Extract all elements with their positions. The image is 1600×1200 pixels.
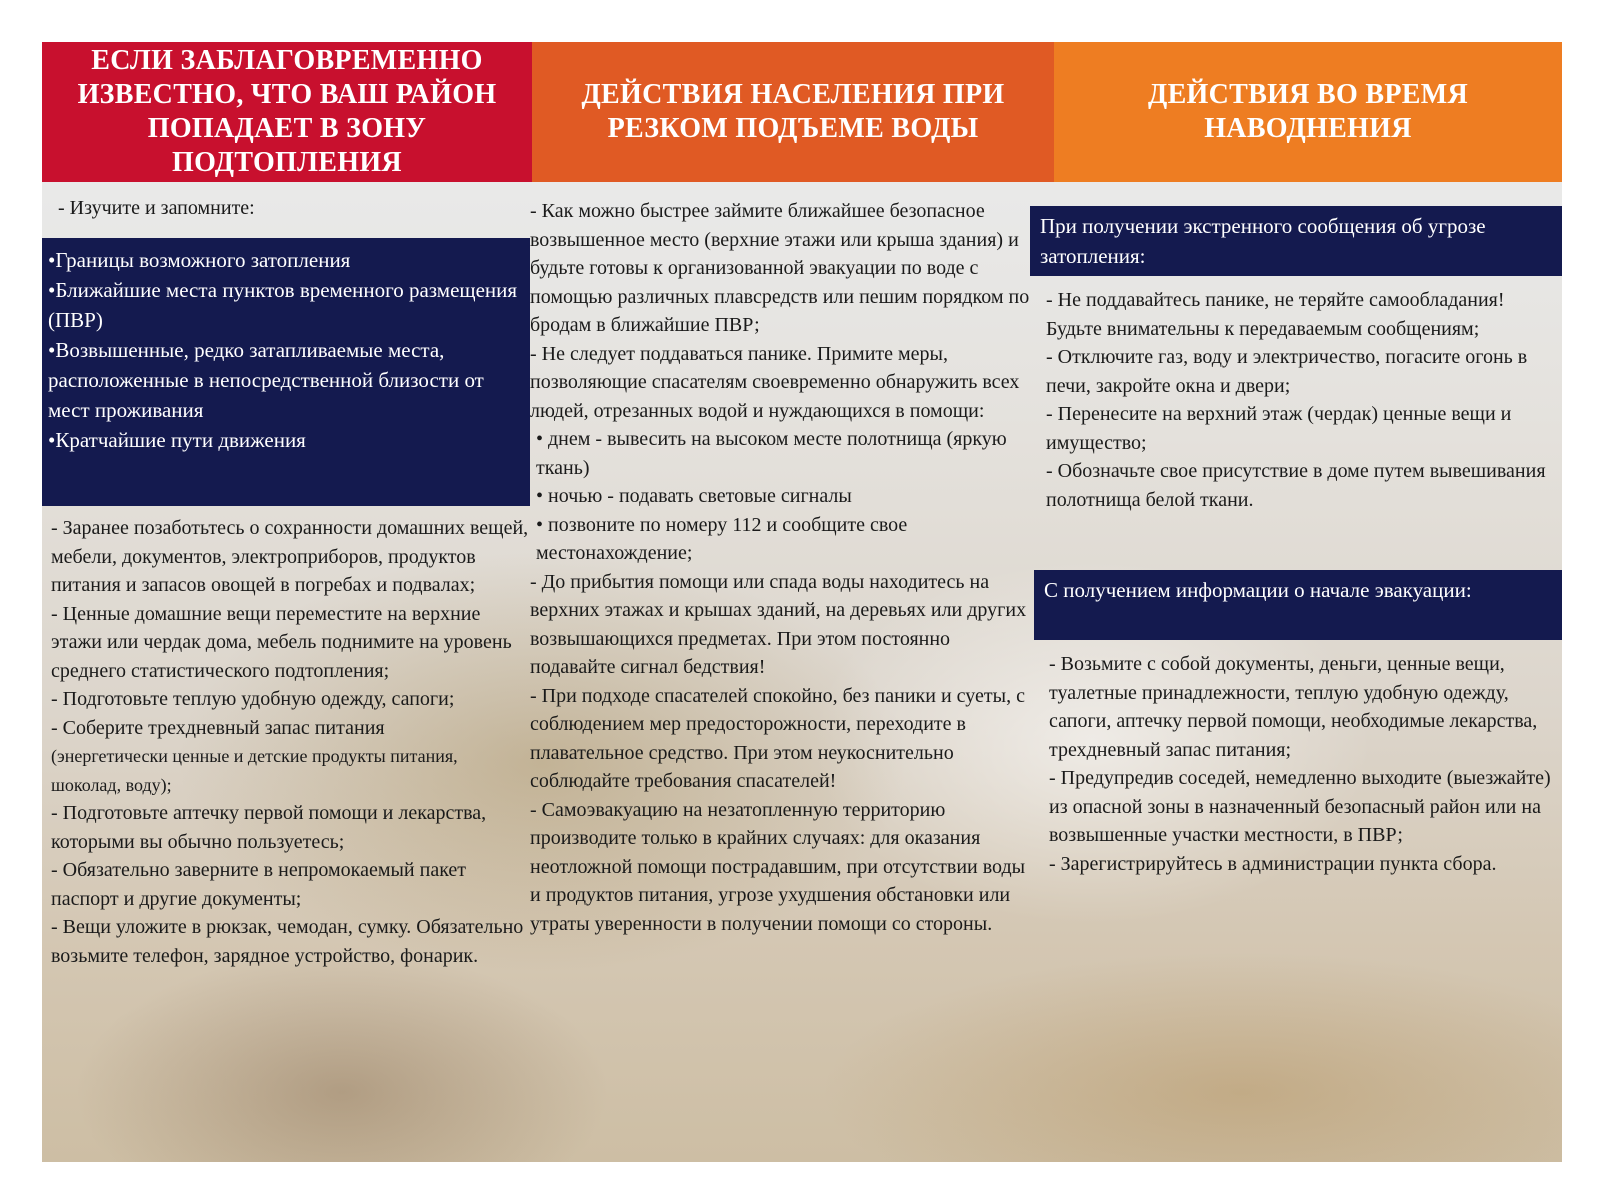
- list-item: - До прибытия помощи или спада воды находитесь на верхних этажах и крышах зданий, на деревьях или других возвышающихся предметах. При этом постоянно подавайте сигнал бедствия!: [530, 570, 1027, 678]
- list-item: •Ближайшие места пунктов временного размещения (ПВР): [48, 278, 518, 332]
- list-item: - Не следует поддаваться панике. Примите меры, позволяющие спасателям своевременно обнаружить всех людей, отрезанных водой и нуждающихся в помощи:: [530, 342, 1020, 422]
- list-item: - Как можно быстрее займите ближайшее безопасное возвышенное место (верхние этажи или крыша здания) и будьте готовы к организованной эвакуации по воде с помощью различных плавсредств или пешим порядком по бродам в ближайшие ПВР;: [530, 200, 1030, 336]
- list-item: - Перенесите на верхний этаж (чердак) ценные вещи и имущество;: [1046, 403, 1512, 454]
- col3-evacuation-heading: С получением информации о начале эвакуации:: [1044, 578, 1472, 602]
- list-item: - Не поддавайтесь панике, не теряйте самообладания! Будьте внимательны к передаваемым сообщениям;: [1046, 289, 1505, 340]
- list-item: - Вещи уложите в рюкзак, чемодан, сумку. Обязательно возьмите телефон, зарядное устройство, фонарик.: [51, 916, 524, 967]
- header-advance-warning-title: ЕСЛИ ЗАБЛАГОВРЕМЕННО ИЗВЕСТНО, ЧТО ВАШ РАЙОН ПОПАДАЕТ В ЗОНУ ПОДТОПЛЕНИЯ: [77, 45, 497, 178]
- list-item: - Подготовьте теплую удобную одежду, сапоги;: [51, 688, 455, 710]
- header-during-flood: [1054, 42, 1562, 182]
- list-item: •Возвышенные, редко затапливаемые места, расположенные в непосредственной близости от мест проживания: [48, 338, 484, 422]
- header-sudden-rise: [532, 42, 1054, 182]
- list-item: • позвоните по номеру 112 и сообщите свое местонахождение;: [536, 513, 908, 564]
- list-item: - Подготовьте аптечку первой помощи и лекарства, которыми вы обычно пользуетесь;: [51, 802, 487, 853]
- header-advance-warning: [42, 42, 532, 182]
- list-item: - Возьмите с собой документы, деньги, ценные вещи, туалетные принадлежности, теплую удобную одежду, сапоги, аптечку первой помощи, необходимые лекарства, трехдневный запас питания;: [1049, 653, 1538, 761]
- list-item: - Обозначьте свое присутствие в доме путем вывешивания полотнища белой ткани.: [1046, 460, 1546, 511]
- col3-emergency-message-heading: При получении экстренного сообщения об угрозе затопления:: [1040, 214, 1486, 268]
- col3-evacuation-box: [1034, 570, 1562, 640]
- flood-leaflet: [42, 42, 1562, 1162]
- col3-emergency-instructions: [1046, 286, 1558, 514]
- list-item: - Обязательно заверните в непромокаемый пакет паспорт и другие документы;: [51, 859, 467, 910]
- list-item: - При подходе спасателей спокойно, без паники и суеты, с соблюдением мер предосторожности, переходите в плавательное средство. При этом неукоснительно соблюдайте требования спасателей!: [530, 684, 1025, 792]
- col1-memorize-box: [42, 238, 530, 506]
- list-item-note: (энергетически ценные и детские продукты питания, шоколад, воду);: [51, 746, 458, 795]
- list-item: - Самоэвакуацию на незатопленную территорию производите только в крайних случаях: для оказания неотложной помощи пострадавшим, при отсутствии воды и продуктов питания, угрозе ухудшения обстановки или утраты уверенности в получении помощи со стороны.: [530, 798, 1026, 935]
- header-during-flood-title: ДЕЙСТВИЯ ВО ВРЕМЯ НАВОДНЕНИЯ: [1148, 79, 1468, 144]
- col2-instructions: [530, 197, 1040, 938]
- list-item: - Зарегистрируйтесь в администрации пункта сбора.: [1049, 852, 1497, 875]
- list-item: • ночью - подавать световые сигналы: [536, 485, 852, 507]
- list-item: •Кратчайшие пути движения: [48, 428, 306, 452]
- col1-intro: - Изучите и запомните:: [58, 197, 255, 219]
- list-item: - Ценные домашние вещи переместите на верхние этажи или чердак дома, мебель поднимите на уровень среднего статистического подтопления;: [51, 602, 512, 682]
- list-item: •Границы возможного затопления: [48, 248, 351, 272]
- list-item: - Предупредив соседей, немедленно выходите (выезжайте) из опасной зоны в назначенный безопасный район или на возвышенные участки местности, в ПВР;: [1049, 767, 1551, 846]
- list-item: - Отключите газ, воду и электричество, погасите огонь в печи, закройте окна и двери;: [1046, 346, 1528, 397]
- header-sudden-rise-title: ДЕЙСТВИЯ НАСЕЛЕНИЯ ПРИ РЕЗКОМ ПОДЪЕМЕ ВОДЫ: [581, 79, 1005, 144]
- list-item: - Заранее позаботьтесь о сохранности домашних вещей, мебели, документов, электроприборов, продуктов питания и запасов овощей в погребах и подвалах;: [51, 517, 529, 596]
- col3-evacuation-instructions: [1049, 650, 1561, 878]
- col3-emergency-message-box: [1030, 206, 1562, 276]
- col1-instructions: [51, 514, 529, 970]
- list-item: - Соберите трехдневный запас питания: [51, 716, 385, 739]
- list-item: • днем - вывесить на высоком месте полотнища (яркую ткань): [536, 428, 1007, 479]
